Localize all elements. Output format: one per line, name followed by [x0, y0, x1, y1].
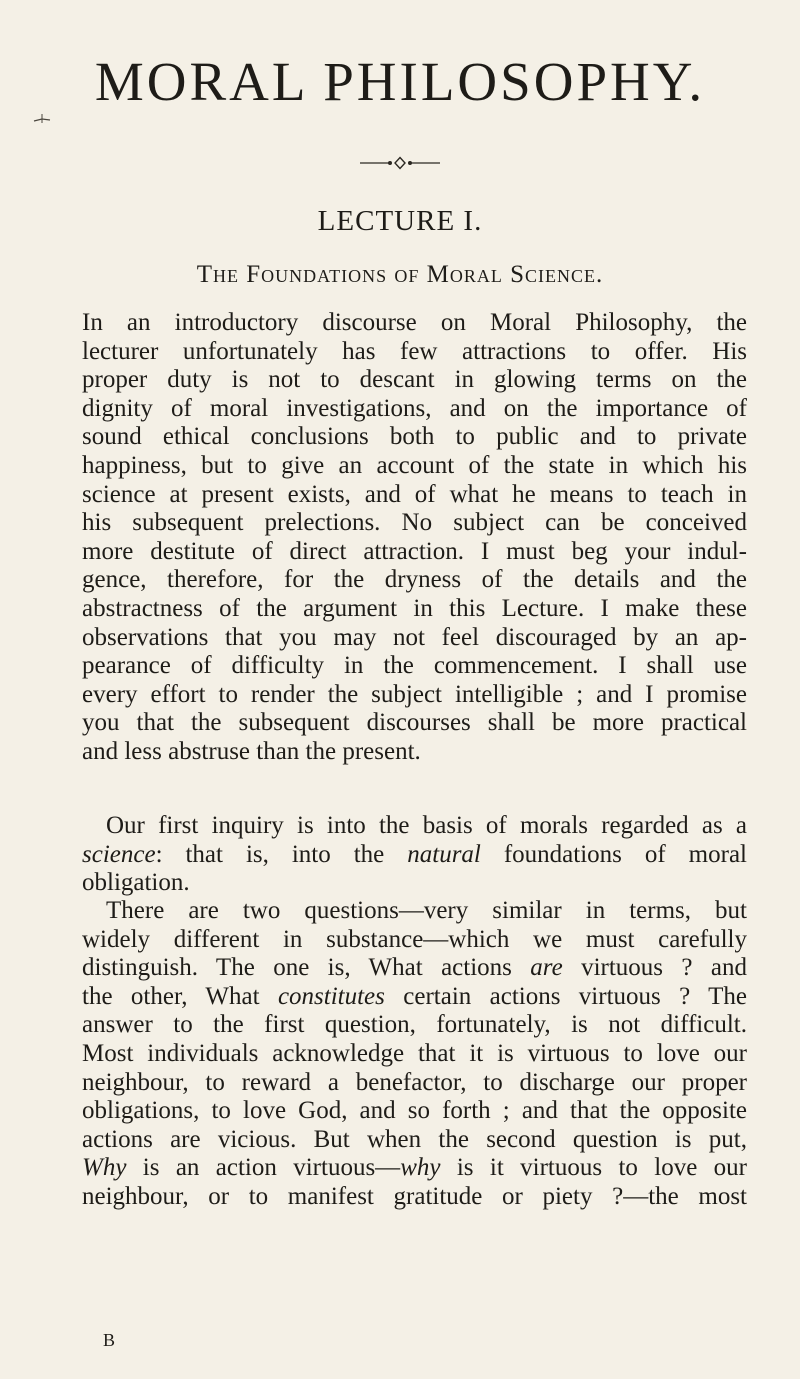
text-line: In an introductory discourse on Moral Philosophy, the	[82, 309, 747, 336]
text-line	[82, 1154, 747, 1183]
text-line: There are two questions—very similar in terms, but	[106, 897, 747, 924]
text-line: more destitute of direct attraction. I must beg your indul-	[82, 537, 747, 565]
text-line: dignity of moral investigations, and on the importance of	[82, 394, 747, 422]
text-line: sound ethical conclusions both to public and to private	[82, 423, 747, 451]
text-line: every effort to render the subject intelligible ; and I promise	[82, 680, 747, 708]
text-line: happiness, but to give an account of the state in which his	[82, 451, 747, 479]
text-line: neighbour, or to manifest gratitude or piety ?—the most	[82, 1182, 747, 1210]
text-run: is an action virtuous—	[126, 1154, 401, 1182]
text-line: abstractness of the argument in this Lecture. I make these	[82, 594, 747, 622]
text-line: actions are vicious. But when the second question is put,	[82, 1125, 747, 1153]
text-line: science at present exists, and of what he means to teach in	[82, 480, 747, 508]
text-run: : that is, into the	[155, 840, 408, 868]
text-line: neighbour, to reward a benefactor, to discharge our proper	[82, 1068, 747, 1096]
paragraph-two-questions	[82, 897, 747, 1212]
text-line: his subsequent prelections. No subject can be conceived	[82, 509, 747, 537]
italic-term: Why	[82, 1154, 127, 1182]
lecture-heading: LECTURE I.	[317, 205, 483, 237]
text-line: answer to the first question, fortunately, is not difficult.	[82, 1011, 747, 1039]
text-line: lecturer unfortunately has few attractions to offer. His	[82, 337, 747, 365]
text-line: observations that you may not feel discouraged by an ap-	[82, 623, 747, 651]
paragraph-first-inquiry	[82, 812, 747, 898]
italic-term: why	[400, 1154, 441, 1182]
paragraph-introduction	[82, 309, 747, 767]
italic-term: are	[530, 954, 563, 982]
text-line	[82, 983, 747, 1012]
text-line: Most individuals acknowledge that it is virtuous to love our	[82, 1039, 747, 1067]
text-line: obligation.	[82, 869, 190, 897]
italic-term: constitutes	[277, 982, 385, 1010]
text-line: widely different in substance—which we must carefully	[82, 925, 747, 953]
margin-mark	[33, 112, 51, 124]
text-line: gence, therefore, for the dryness of the details and the	[82, 566, 747, 594]
section-subtitle: The Foundations of Moral Science.	[196, 261, 604, 288]
text-run: the other, What	[82, 982, 278, 1010]
text-line	[82, 841, 747, 870]
text-run: foundations of moral	[480, 840, 747, 868]
ornament-divider	[360, 156, 440, 170]
text-run: distinguish. The one is, What actions	[82, 954, 531, 982]
text-line: you that the subsequent discourses shall be more practical	[82, 709, 747, 737]
text-run: virtuous ? and	[562, 954, 747, 982]
text-line: pearance of difficulty in the commencement. I shall use	[82, 652, 747, 680]
italic-term: science	[82, 840, 156, 868]
text-run: certain actions virtuous ? The	[384, 982, 747, 1010]
text-line: Our first inquiry is into the basis of morals regarded as a	[106, 812, 747, 839]
text-line: proper duty is not to descant in glowing terms on the	[82, 366, 747, 394]
italic-term: natural	[407, 840, 481, 868]
text-run: is it virtuous to love our	[440, 1154, 747, 1182]
signature-mark: B	[103, 1330, 116, 1350]
text-line: and less abstruse than the present.	[82, 737, 421, 765]
page-title: MORAL PHILOSOPHY.	[94, 51, 706, 112]
text-line: obligations, to love God, and so forth ; and that the opposite	[82, 1097, 747, 1125]
text-line	[82, 954, 747, 983]
